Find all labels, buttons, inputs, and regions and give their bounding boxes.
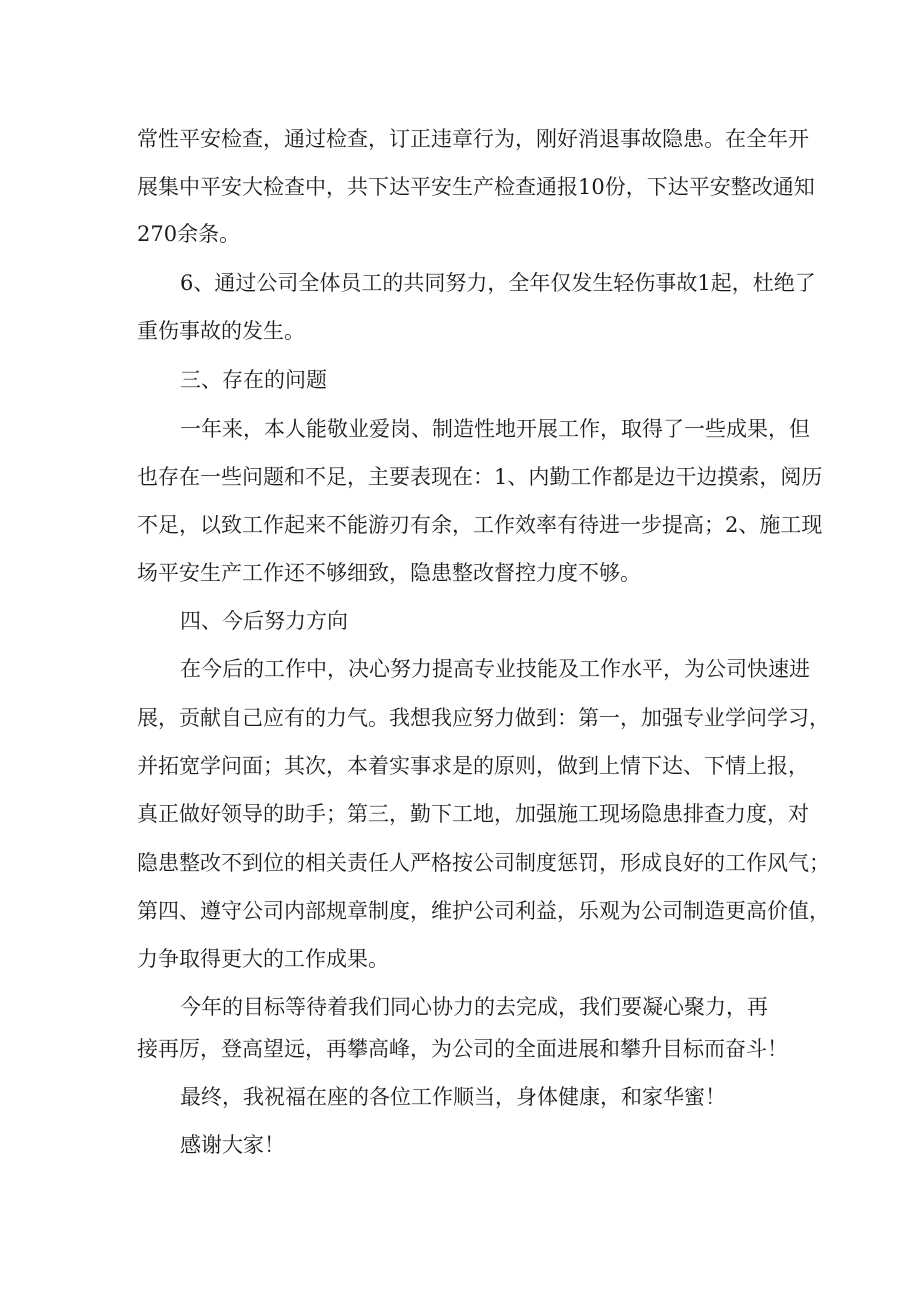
text-line: 感谢大家！ [180,1133,285,1157]
text-line: 真正做好领导的助手；第三，勤下工地，加强施工现场隐患排查力度，对 [137,802,809,826]
text-line: 场平安生产工作还不够细致，隐患整改督控力度不够。 [137,561,641,585]
text-line: 并拓宽学问面；其次，本着实事求是的原则，做到上情下达、下情上报， [137,754,809,778]
text-line: 重伤事故的发生。 [137,319,305,343]
text-line: 最终，我祝福在座的各位工作顺当，身体健康，和家华蜜！ [180,1085,726,1109]
text-line: 今年的目标等待着我们同心协力的去完成，我们要凝心聚力，再 [180,995,768,1019]
text-line: 不足，以致工作起来不能游刃有余，工作效率有待进一步提高；2、施工现 [137,513,823,537]
section-heading: 四、今后努力方向 [180,609,348,633]
text-line: 常性平安检查，通过检查，订正违章行为，刚好消退事故隐患。在全年开 [137,127,809,151]
text-line: 力争取得更大的工作成果。 [137,947,389,971]
text-line: 隐患整改不到位的相关责任人严格按公司制度惩罚，形成良好的工作风气； [137,851,830,875]
text-line: 第四、遵守公司内部规章制度，维护公司利益，乐观为公司制造更高价值， [137,899,830,923]
text-line: 6、通过公司全体员工的共同努力，全年仅发生轻伤事故1起，杜绝了 [180,271,816,295]
text-line: 展集中平安大检查中，共下达平安生产检查通报10份，下达平安整改通知 [137,175,815,199]
section-heading: 三、存在的问题 [180,368,327,392]
text-line: 270余条。 [137,222,241,246]
text-line: 接再厉，登高望远，再攀高峰，为公司的全面进展和攀升目标而奋斗！ [137,1037,788,1061]
text-line: 展，贡献自己应有的力气。我想我应努力做到：第一，加强专业学问学习， [137,706,830,730]
text-line: 一年来，本人能敬业爱岗、制造性地开展工作，取得了一些成果，但 [180,417,810,441]
text-line: 在今后的工作中，决心努力提高专业技能及工作水平，为公司快速进 [180,657,810,681]
text-line: 也存在一些问题和不足，主要表现在：1、内勤工作都是边干边摸索，阅历 [137,465,823,489]
